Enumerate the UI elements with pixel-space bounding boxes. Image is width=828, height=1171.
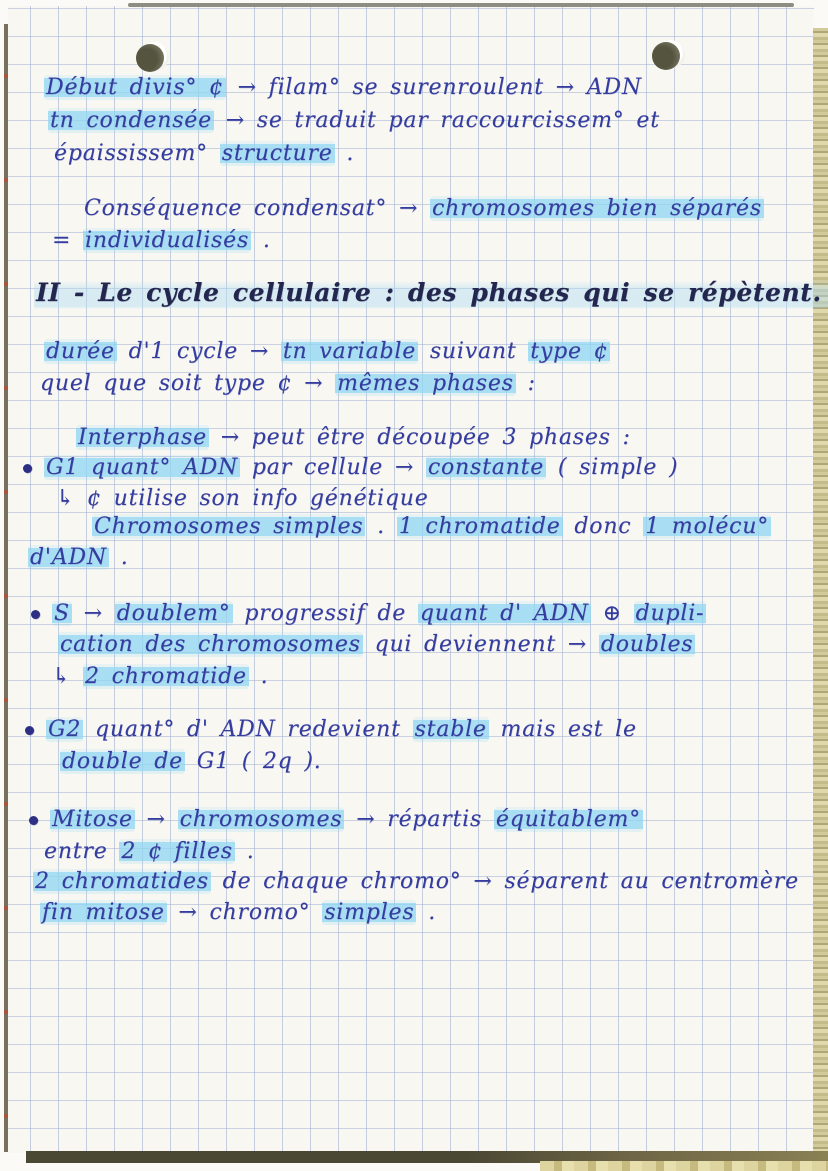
highlighted-text-segment: 2 chromatide [85,664,247,689]
text-segment: → [134,807,178,832]
text-segment: quel que soit type ¢ → [40,371,336,396]
text-segment: épaississem° [54,141,220,166]
note-line [46,716,637,743]
text-segment: . [365,514,397,539]
note-line [44,74,642,101]
text-segment: ↳ ¢ utilise son info génétique [56,486,429,511]
text-segment: → se traduit par raccourcissem° et [213,108,660,133]
bullet-dot-icon [31,610,40,619]
highlighted-text-segment: simples [324,900,415,925]
highlighted-text-segment: stable [414,717,487,742]
text-segment: de chaque chromo° → séparent au centromère [210,869,799,894]
highlighted-text-segment: G2 [48,717,82,742]
highlighted-text-segment: quant d' ADN [419,601,589,626]
text-segment: ↳ [52,664,84,689]
highlighted-text-segment: structure [221,141,333,166]
text-segment: . [248,664,269,689]
highlighted-text-segment: Chromosomes simples [94,514,364,539]
text-segment: suivant [418,339,529,364]
note-line [52,663,268,690]
highlighted-text-segment: cation des chromosomes [60,632,361,657]
highlighted-text-segment: 2 ¢ filles [121,839,233,864]
section-title [34,278,828,309]
text-segment: . [416,900,437,925]
text-segment: Conséquence condensat° → [84,196,431,221]
text-segment: → répartis [344,807,494,832]
bullet-dot-icon [25,726,34,735]
highlighted-text-segment: S [54,601,70,626]
note-line [40,899,436,926]
text-segment: ⊕ [590,601,634,626]
highlighted-text-segment: chromosomes bien séparés [432,196,762,221]
text-segment: → peut être découpée 3 phases : [208,425,631,450]
highlighted-text-segment: type ¢ [530,339,609,364]
bullet-dot-icon [23,464,32,473]
text-segment: ( simple ) [546,455,679,480]
text-segment: → chromo° [166,900,323,925]
highlighted-text-segment: doublem° [116,601,231,626]
note-line [76,424,631,451]
text-segment: donc [562,514,644,539]
note-line [44,338,610,365]
note-line [52,227,271,254]
text-segment: mais est le [488,717,637,742]
note-line [28,544,129,571]
note-line [60,748,322,775]
text-segment: . [251,228,271,253]
text-segment: . [234,839,255,864]
text-segment: . [108,545,129,570]
highlighted-text-segment: Début divis° ¢ [46,75,224,100]
note-line [33,868,799,895]
text-segment: quant° d' ADN redevient [83,717,413,742]
text-segment: : [515,371,536,396]
text-segment: = [52,228,84,253]
text-segment: → filam° se surenroulent → ADN [225,75,642,100]
text-segment: par cellule → [240,455,426,480]
note-line [58,631,695,658]
text-segment: entre [44,839,120,864]
note-line [54,140,354,167]
highlighted-text-segment: équitablem° [495,807,641,832]
highlighted-text-segment: 2 chromatides [35,869,209,894]
highlighted-text-segment: Interphase [78,425,207,450]
note-line [48,107,660,134]
highlighted-text-segment: chromosomes [179,807,343,832]
note-line [92,513,771,540]
note-line [56,485,429,512]
bullet-dot-icon [29,816,38,825]
highlighted-text-segment: d'ADN [30,545,107,570]
highlighted-text-segment: individualisés [85,228,250,253]
note-line [40,370,536,397]
highlighted-text-segment: durée [46,339,115,364]
highlighted-text-segment: double de [62,749,183,774]
text-segment: qui deviennent → [362,632,599,657]
highlighted-text-segment: mêmes phases [337,371,514,396]
highlighted-text-segment: constante [427,455,545,480]
note-line [52,600,706,627]
text-segment: II - Le cycle cellulaire : des phases qui se répètent. [36,278,822,307]
highlighted-text-segment: dupli- [635,601,705,626]
highlighted-text-segment: Mitose [52,807,133,832]
text-segment: → [71,601,115,626]
highlighted-text-segment: fin mitose [42,900,165,925]
note-line [84,195,764,222]
text-segment: G1 ( 2q ). [184,749,322,774]
note-line [50,806,643,833]
text-segment: progressif de [232,601,418,626]
text-segment: d'1 cycle → [116,339,281,364]
highlighted-text-segment: 1 chromatide [398,514,561,539]
highlighted-text-segment: doubles [600,632,694,657]
text-segment: . [334,141,355,166]
note-line [44,838,255,865]
highlighted-text-segment: tn condensée [50,108,212,133]
highlighted-text-segment: 1 molécu° [645,514,770,539]
note-line [44,454,678,481]
highlighted-text-segment: G1 quant° ADN [46,455,239,480]
highlighted-text-segment: tn variable [282,339,417,364]
